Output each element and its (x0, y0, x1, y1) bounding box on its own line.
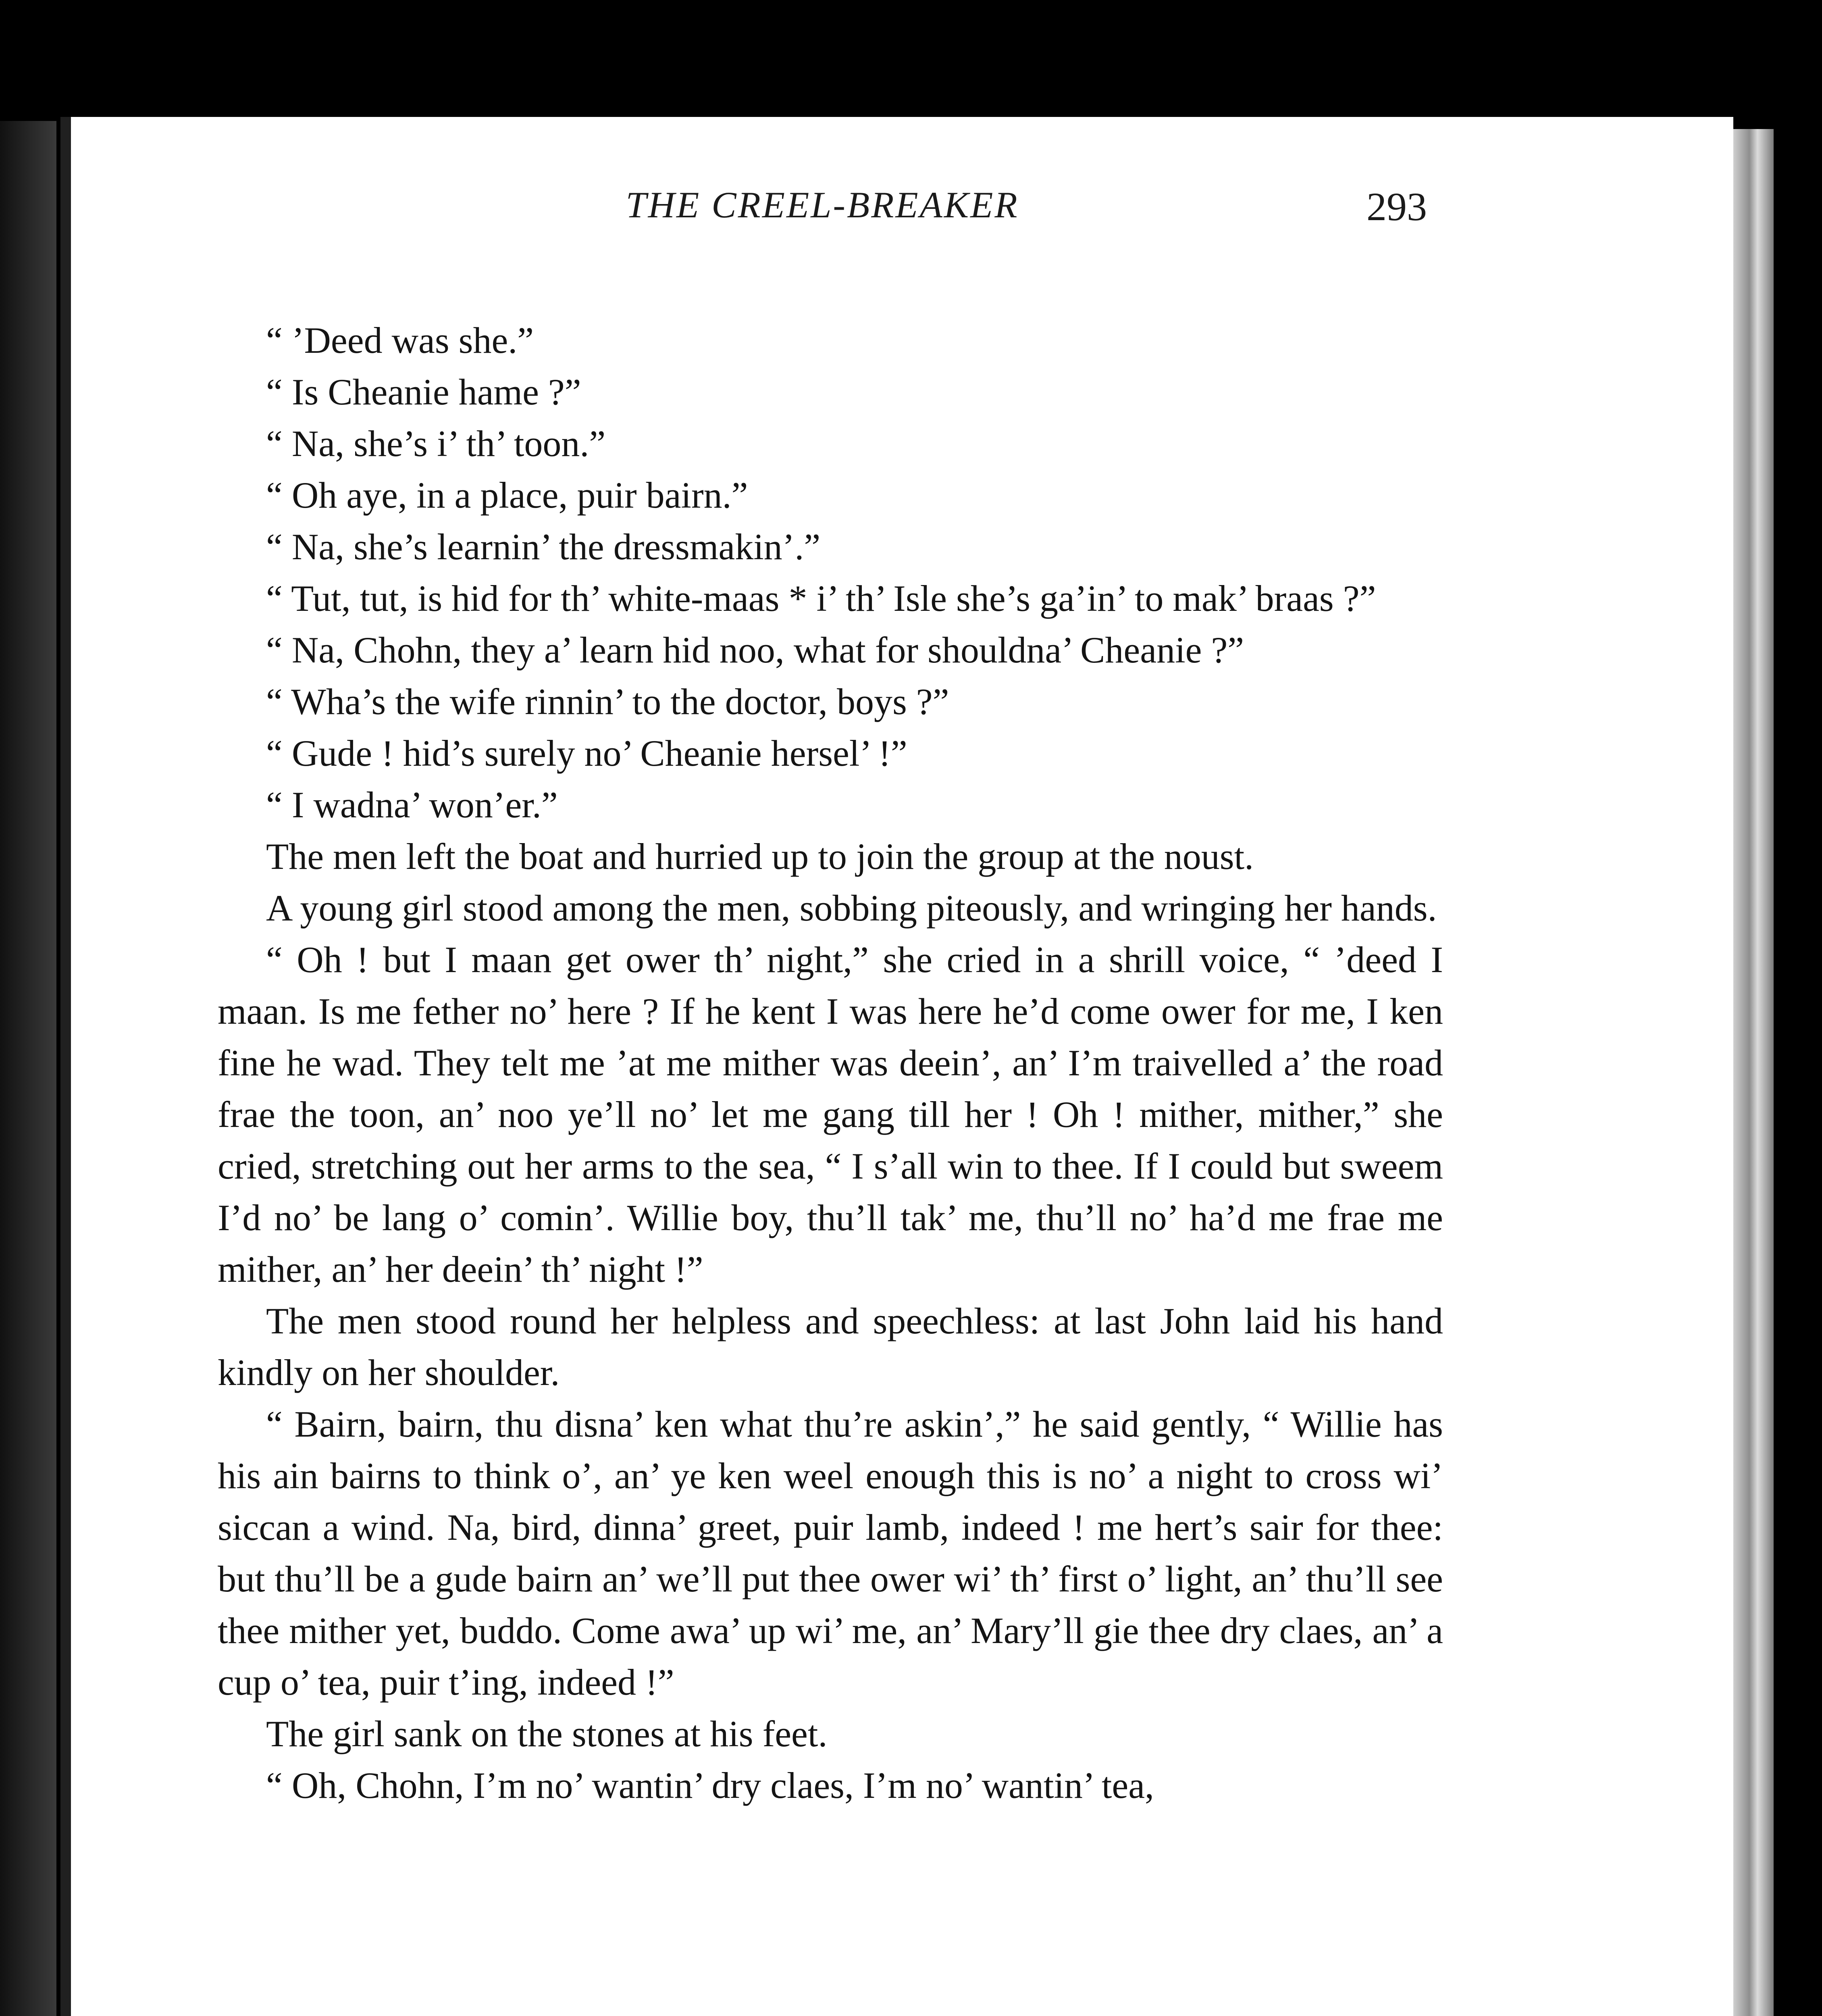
paragraph: “ Oh aye, in a place, puir bairn.” (266, 475, 748, 516)
body-text (218, 314, 1443, 1811)
paragraph: “ I wadna’ won’er.” (266, 784, 558, 825)
paragraph: The men left the boat and hurried up to join the group at the noust. (266, 836, 1254, 877)
paragraph: “ Oh, Chohn, I’m no’ wantin’ dry claes, I’m no’ wantin’ tea, (266, 1765, 1154, 1806)
paragraph: The girl sank on the stones at his feet. (266, 1713, 828, 1754)
paragraph: “ Na, she’s learnin’ the dressmakin’.” (266, 526, 821, 567)
page-number: 293 (1366, 184, 1427, 229)
page-header (218, 183, 1427, 248)
paragraph: “ Na, she’s i’ th’ toon.” (266, 423, 606, 464)
paragraph: A young girl stood among the men, sobbing piteously, and wringing her hands. (266, 887, 1437, 929)
paragraph: The men stood round her helpless and speechless: at last John laid his hand kindly on her shoulder. (218, 1300, 1443, 1393)
paragraph: “ Wha’s the wife rinnin’ to the doctor, boys ?” (266, 681, 949, 722)
page-edges (1733, 129, 1774, 2016)
running-title: THE CREEL-BREAKER (626, 184, 1019, 225)
paragraph: “ Na, Chohn, they a’ learn hid noo, what for shouldna’ Cheanie ?” (266, 629, 1244, 671)
paragraph: “ ’Deed was she.” (266, 320, 534, 361)
paragraph: “ Bairn, bairn, thu disna’ ken what thu’re askin’,” he said gently, “ Willie has his ain bairns to think o’, an’ ye ken weel enough this is no’ a night to cross wi’ siccan a wind. Na, bird, dinna’ greet, puir lamb, indeed ! me hert’s sair for thee: but thu’ll be a gude bairn an’ we’ll put thee ower wi’ th’ first o’ light, an’ thu’ll see thee mither yet, buddo. Come awa’ up wi’ me, an’ Mary’ll gie thee dry claes, an’ a cup o’ tea, puir t’ing, indeed !” (218, 1404, 1443, 1703)
paragraph: “ Gude ! hid’s surely no’ Cheanie hersel’ !” (266, 733, 907, 774)
paragraph: “ Tut, tut, is hid for th’ white-maas * i’ th’ Isle she’s ga’in’ to mak’ braas ?” (266, 578, 1376, 619)
book-binding (0, 121, 56, 2016)
paragraph: “ Oh ! but I maan get ower th’ night,” she cried in a shrill voice, “ ’deed I maan. Is me fether no’ here ? If he kent I was here he’d come ower for me, I ken fine he wad. They telt me ’at me mither was deein’, an’ I’m traivelled a’ the road frae the toon, an’ noo ye’ll no’ let me gang till her ! Oh ! mither, mither,” she cried, stretching out her arms to the sea, “ I s’all win to thee. If I could but sweem I’d no’ be lang o’ comin’. Willie boy, thu’ll tak’ me, thu’ll no’ ha’d me frae me mither, an’ her deein’ th’ night !” (218, 939, 1443, 1290)
paragraph: “ Is Cheanie hame ?” (266, 371, 581, 412)
